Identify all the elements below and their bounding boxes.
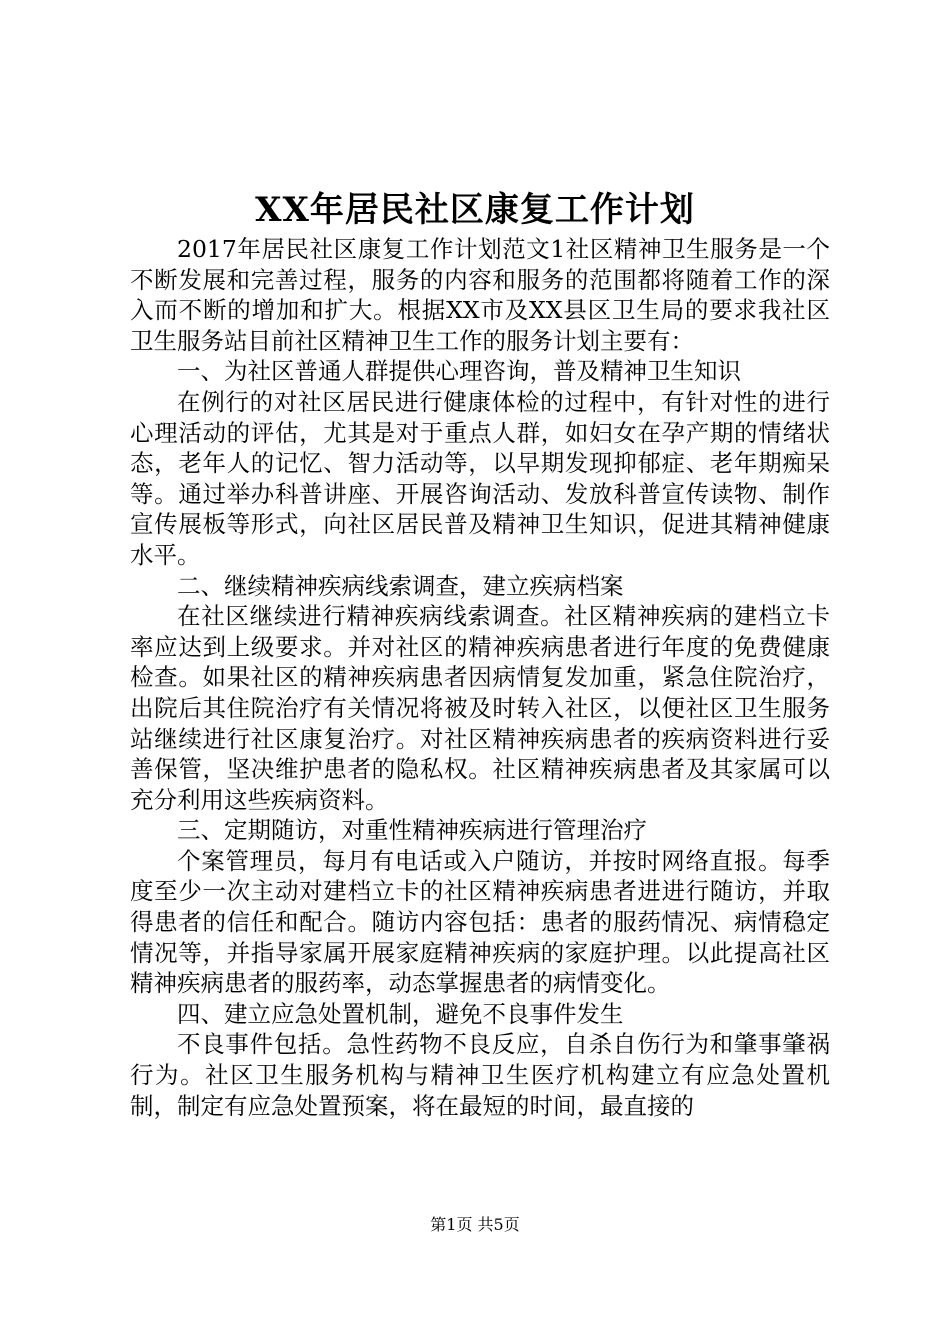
paragraph-section-2: 在社区继续进行精神疾病线索调查。社区精神疾病的建档立卡率应达到上级要求。并对社区的精神疾病患者进行年度的免费健康检查。如果社区的精神疾病患者因病情复发加重，紧急住院治疗，出院后其住院治疗有关情况将被及时转入社区，以便社区卫生服务站继续进行社区康复治疗。对社区精神疾病患者的疾病资料进行妥善保管，坚决维护患者的隐私权。社区精神疾病患者及其家属可以充分利用这些疾病资料。 [130,602,830,814]
section-heading-3: 三、定期随访，对重性精神疾病进行管理治疗 [177,816,647,845]
paragraph-section-4: 不良事件包括。急性药物不良反应，自杀自伤行为和肇事肇祸行为。社区卫生服务机构与精神卫生医疗机构建立有应急处置机制，制定有应急处置预案，将在最短的时间，最直接的 [130,1030,830,1120]
document-body [130,234,830,1121]
paragraph-section-1: 在例行的对社区居民进行健康体检的过程中，有针对性的进行心理活动的评估，尤其是对于重点人群，如妇女在孕产期的情绪状态，老年人的记忆、智力活动等，以早期发现抑郁症、老年期痴呆等。通过举办科普讲座、开展咨询活动、发放科普宣传读物、制作宣传展板等形式，向社区居民普及精神卫生知识，促进其精神健康水平。 [130,387,830,569]
section-heading-1: 一、为社区普通人群提供心理咨询，普及精神卫生知识 [177,357,741,386]
section-heading-2: 二、继续精神疾病线索调查，建立疾病档案 [177,571,624,600]
paragraph-section-3: 个案管理员，每月有电话或入户随访，并按时网络直报。每季度至少一次主动对建档立卡的社区精神疾病患者进进行随访，并取得患者的信任和配合。随访内容包括：患者的服药情况、病情稳定情况等，并指导家属开展家庭精神疾病的家庭护理。以此提高社区精神疾病患者的服药率，动态掌握患者的病情变化。 [130,846,830,998]
page-footer: 第1页 共5页 [430,1215,520,1234]
section-heading-4: 四、建立应急处置机制，避免不良事件发生 [177,999,624,1028]
paragraph-intro: 2017年居民社区康复工作计划范文1社区精神卫生服务是一个不断发展和完善过程，服务的内容和服务的范围都将随着工作的深入而不断的增加和扩大。根据XX市及XX县区卫生局的要求我社区卫生服务站目前社区精神卫生工作的服务计划主要有： [130,235,830,355]
document-title: XX年居民社区康复工作计划 [255,190,695,230]
